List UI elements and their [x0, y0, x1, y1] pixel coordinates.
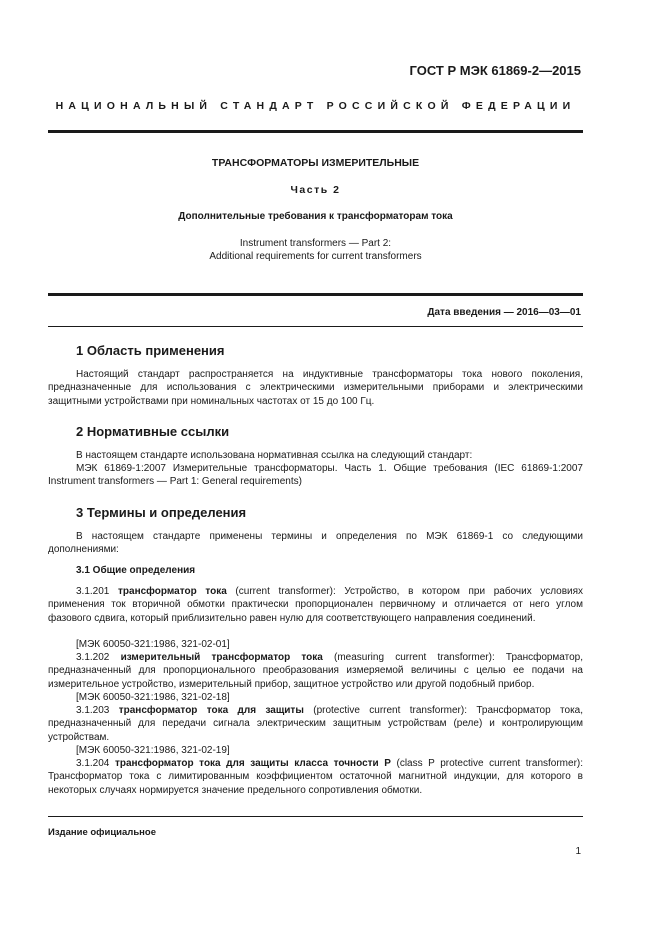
term-name: трансформатор тока для защиты	[118, 705, 304, 716]
page-number: 1	[575, 846, 581, 857]
section3-intro: В настоящем стандарте применены термины и определения по МЭК 61869-1 со следующими дополнениями:	[48, 531, 583, 556]
intro-bottom-rule	[48, 326, 583, 327]
section1-text: Настоящий стандарт распространяется на индуктивные трансформаторы тока нового поколения, предназначенные для использования с электрическими измерительными приборами и электрическими защитными устройствами при номинальных частотах от 15 до 100 Гц.	[48, 369, 583, 407]
section2-reference: МЭК 61869-1:2007 Измерительные трансформаторы. Часть 1. Общие требования (IEC 61869-1:2007 Instrument transformers — Part 1: General requirements)	[48, 463, 583, 488]
english-title-line2: Additional requirements for current transformers	[209, 251, 422, 262]
term-3-1-204	[48, 757, 583, 797]
section1-heading: 1 Область применения	[76, 343, 225, 358]
subsection-heading: 3.1 Общие определения	[76, 565, 196, 576]
term-3-1-202	[48, 651, 583, 691]
standard-code: ГОСТ Р МЭК 61869-2—2015	[409, 63, 581, 78]
introduction-date: Дата введения — 2016—03—01	[427, 307, 581, 318]
term-number: 3.1.201	[76, 586, 110, 597]
top-rule	[48, 130, 583, 133]
english-title-line1: Instrument transformers — Part 2:	[239, 238, 392, 249]
term-number: 3.1.204	[76, 758, 110, 769]
term-number: 3.1.202	[76, 652, 110, 663]
term-name: трансформатор тока	[118, 586, 227, 597]
intro-top-rule	[48, 293, 583, 296]
term-3-1-203-source: [МЭК 60050-321:1986, 321-02-19]	[76, 745, 230, 756]
term-3-1-203	[48, 704, 583, 744]
term-name: трансформатор тока для защиты класса точности P	[114, 758, 391, 769]
section2-heading: 2 Нормативные ссылки	[76, 424, 230, 439]
document-part: Часть 2	[290, 184, 341, 196]
footer-rule	[48, 816, 583, 817]
national-standard-banner: НАЦИОНАЛЬНЫЙ СТАНДАРТ РОССИЙСКОЙ ФЕДЕРАЦИИ	[55, 100, 576, 112]
term-3-1-202-source: [МЭК 60050-321:1986, 321-02-18]	[76, 692, 230, 703]
term-definition: (measuring current transformer): Трансформатор, предназначенный для пропорционального преобразования измеряемой величины с целью ее подачи на измерительное устройство, измерительный прибор, защитное устройство или другой подобный прибор.	[48, 652, 584, 690]
term-3-1-201-source: [МЭК 60050-321:1986, 321-02-01]	[76, 639, 230, 650]
document-title: ТРАНСФОРМАТОРЫ ИЗМЕРИТЕЛЬНЫЕ	[211, 157, 420, 169]
term-definition: (protective current transformer): Трансформатор тока, предназначенный для передачи сигнала электрическим защитным устройствам (реле) и контролирующим устройствам.	[48, 705, 583, 743]
document-subtitle: Дополнительные требования к трансформаторам тока	[178, 211, 453, 222]
term-definition: (current transformer): Устройство, в котором при рабочих условиях применения ток вторичной обмотки практически пропорционален первичному и отличается от него углом фазового сдвига, который приблизительно равен нулю для соответствующего направления соединений.	[48, 586, 584, 624]
official-edition-label: Издание официальное	[48, 827, 156, 838]
term-definition: (class P protective current transformer): Трансформатор тока с лимитированным коэффициентом остаточной магнитной индукции, для которого в некоторых случаях нормируется значение предельного сопротивления обмотки.	[48, 758, 584, 796]
section3-heading: 3 Термины и определения	[76, 505, 247, 520]
term-number: 3.1.203	[76, 705, 110, 716]
term-3-1-201	[48, 585, 583, 625]
term-name: измерительный трансформатор тока	[120, 652, 323, 663]
section2-line1: В настоящем стандарте использована нормативная ссылка на следующий стандарт:	[76, 450, 473, 461]
